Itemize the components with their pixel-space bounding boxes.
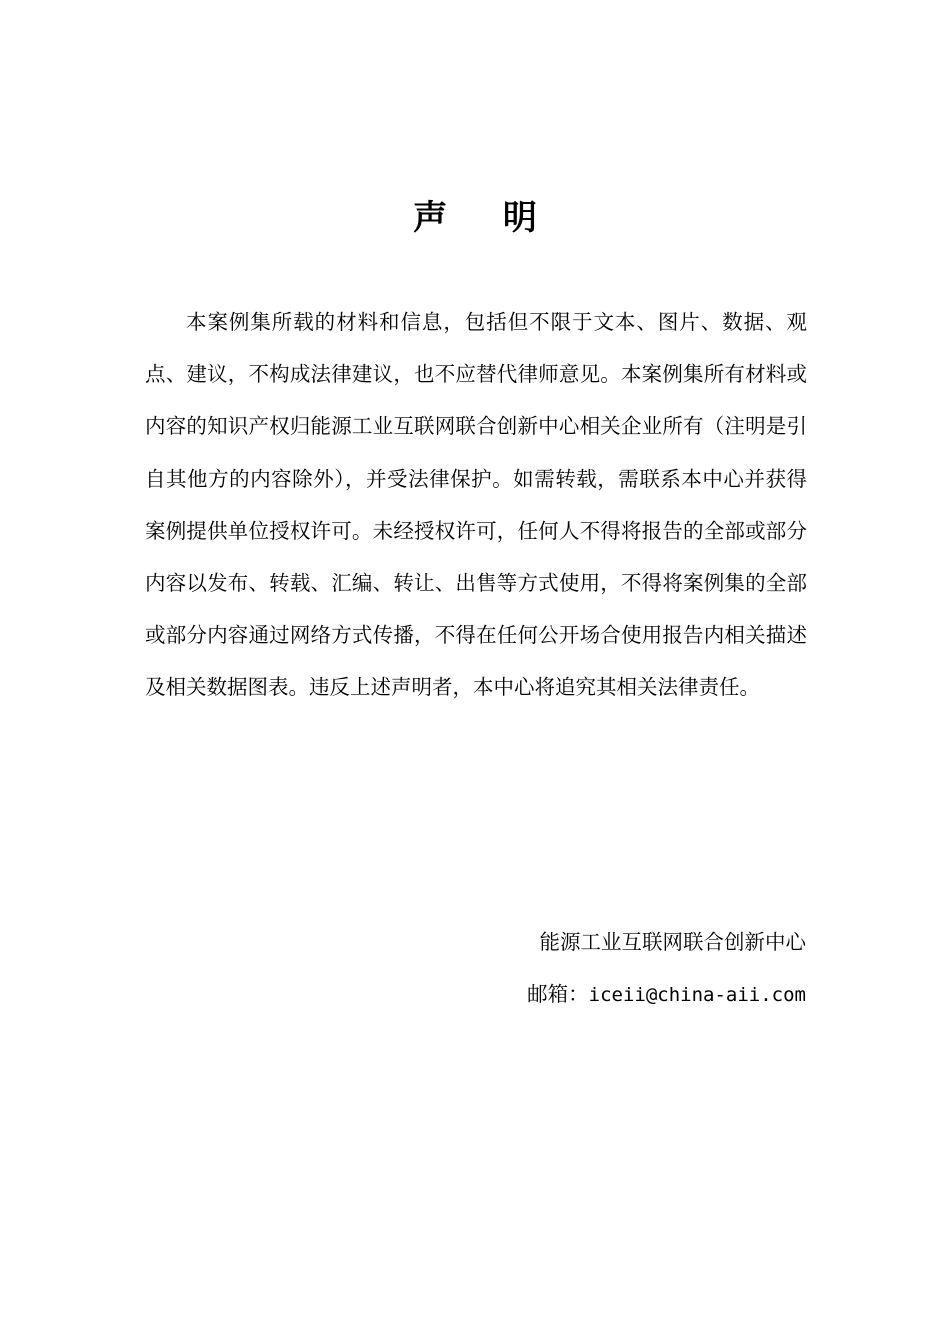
email-label: 邮箱： (527, 982, 589, 1006)
organization-name: 能源工业互联网联合创新中心 (539, 930, 806, 954)
email-line (527, 968, 806, 1021)
signature-block (527, 916, 806, 1021)
email-address: iceii@china-aii.com (588, 984, 806, 1006)
declaration-paragraph: 本案例集所载的材料和信息，包括但不限于文本、图片、数据、观点、建议，不构成法律建议，也不应替代律师意见。本案例集所有材料或内容的知识产权归能源工业互联网联合创新中心相关企业所有（注明是引自其他方的内容除外），并受法律保护。如需转载，需联系本中心并获得案例提供单位授权许可。未经授权许可，任何人不得将报告的全部或部分内容以发布、转载、汇编、转让、出售等方式使用，不得将案例集的全部或部分内容通过网络方式传播，不得在任何公开场合使用报告内相关描述及相关数据图表。违反上述声明者，本中心将追究其相关法律责任。 (145, 310, 807, 700)
page-title: 声 明 (413, 198, 559, 238)
